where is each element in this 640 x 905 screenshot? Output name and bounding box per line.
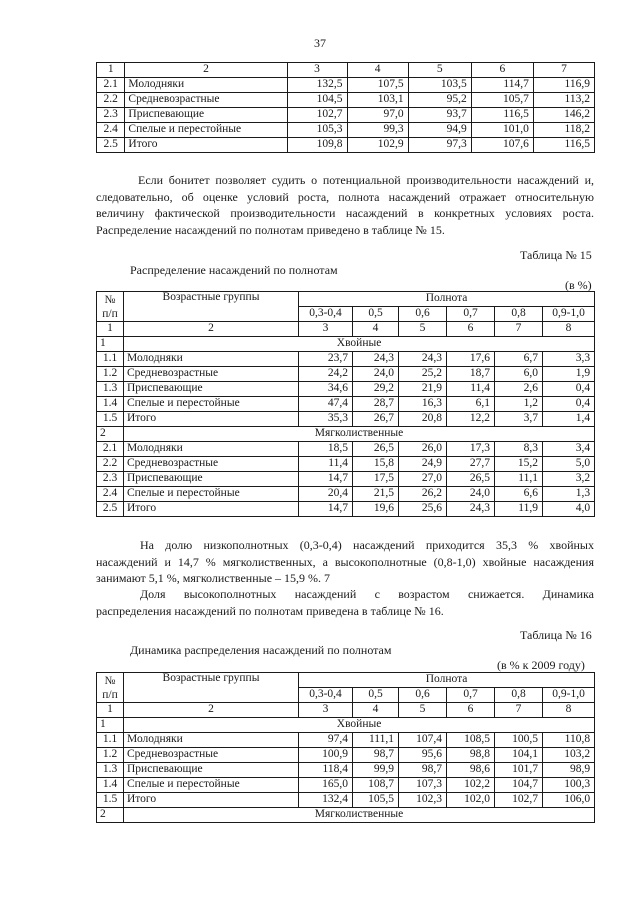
group-name-cell: Средневозрастные bbox=[125, 93, 287, 108]
value-cell: 24,3 bbox=[353, 352, 399, 367]
table-row bbox=[97, 367, 595, 382]
section-row bbox=[97, 808, 595, 823]
value-cell: 104,5 bbox=[287, 93, 347, 108]
value-cell: 5,0 bbox=[543, 457, 595, 472]
text-line: занимают 5,1 %, мягколиственные – 15,9 %. 7 bbox=[96, 571, 331, 585]
group-name-cell: Спелые и перестойные bbox=[124, 778, 299, 793]
density-column-cell: 0,3-0,4 bbox=[299, 688, 353, 703]
value-cell: 105,7 bbox=[471, 93, 533, 108]
column-number-cell: 2 bbox=[124, 322, 299, 337]
table-15-unit: (в %) bbox=[565, 278, 592, 292]
row-number-cell: 1.1 bbox=[97, 733, 124, 748]
value-cell: 1,4 bbox=[543, 412, 595, 427]
value-cell: 99,3 bbox=[347, 123, 408, 138]
value-cell: 132,5 bbox=[287, 78, 347, 93]
column-number-cell: 7 bbox=[495, 322, 543, 337]
column-number-cell: 1 bbox=[97, 703, 124, 718]
value-cell: 16,3 bbox=[399, 397, 447, 412]
value-cell: 107,4 bbox=[399, 733, 447, 748]
group-name-cell: Приспевающие bbox=[124, 472, 299, 487]
value-cell: 20,4 bbox=[299, 487, 353, 502]
value-cell: 98,6 bbox=[447, 763, 495, 778]
value-cell: 29,2 bbox=[353, 382, 399, 397]
table-row bbox=[97, 397, 595, 412]
density-column-cell: 0,5 bbox=[353, 688, 399, 703]
value-cell: 113,2 bbox=[533, 93, 594, 108]
column-number-cell: 1 bbox=[97, 63, 125, 78]
value-cell: 100,5 bbox=[495, 733, 543, 748]
table-row bbox=[97, 778, 595, 793]
value-cell: 93,7 bbox=[408, 108, 471, 123]
density-column-cell: 0,6 bbox=[399, 688, 447, 703]
group-name-cell: Молодняки bbox=[124, 733, 299, 748]
value-cell: 8,3 bbox=[495, 442, 543, 457]
value-cell: 146,2 bbox=[533, 108, 594, 123]
column-number-cell: 4 bbox=[347, 63, 408, 78]
group-name-cell: Средневозрастные bbox=[124, 457, 299, 472]
header-group-cell: Возрастные группы bbox=[124, 673, 299, 703]
header-number-cell bbox=[97, 292, 124, 322]
group-name-cell: Спелые и перестойные bbox=[124, 397, 299, 412]
value-cell: 17,6 bbox=[447, 352, 495, 367]
value-cell: 102,9 bbox=[347, 138, 408, 153]
value-cell: 26,5 bbox=[353, 442, 399, 457]
table-header-row bbox=[97, 63, 595, 78]
table-column-numbers-row bbox=[97, 703, 595, 718]
value-cell: 26,0 bbox=[399, 442, 447, 457]
density-column-cell: 0,7 bbox=[447, 688, 495, 703]
value-cell: 11,1 bbox=[495, 472, 543, 487]
value-cell: 100,3 bbox=[543, 778, 595, 793]
section-name-cell: Мягколиственные bbox=[124, 808, 595, 823]
table-row bbox=[97, 763, 595, 778]
table-header-row bbox=[97, 673, 595, 688]
value-cell: 116,9 bbox=[533, 78, 594, 93]
value-cell: 3,2 bbox=[543, 472, 595, 487]
row-number-cell: 1.3 bbox=[97, 382, 124, 397]
value-cell: 95,2 bbox=[408, 93, 471, 108]
value-cell: 132,4 bbox=[299, 793, 353, 808]
section-row bbox=[97, 718, 595, 733]
value-cell: 114,7 bbox=[471, 78, 533, 93]
table-16-unit: (в % к 2009 году) bbox=[497, 658, 585, 672]
density-column-cell: 0,3-0,4 bbox=[299, 307, 353, 322]
table-row bbox=[97, 502, 595, 517]
group-name-cell: Спелые и перестойные bbox=[125, 123, 287, 138]
value-cell: 102,3 bbox=[399, 793, 447, 808]
header-number-label: № bbox=[104, 293, 116, 306]
row-number-cell: 1.2 bbox=[97, 367, 124, 382]
table-15-label: Таблица № 15 bbox=[520, 248, 592, 262]
density-column-cell: 0,5 bbox=[353, 307, 399, 322]
value-cell: 97,3 bbox=[408, 138, 471, 153]
group-name-cell: Молодняки bbox=[124, 352, 299, 367]
table-row bbox=[97, 382, 595, 397]
table-row bbox=[97, 472, 595, 487]
group-name-cell: Итого bbox=[124, 502, 299, 517]
value-cell: 24,9 bbox=[399, 457, 447, 472]
value-cell: 21,9 bbox=[399, 382, 447, 397]
value-cell: 2,6 bbox=[495, 382, 543, 397]
value-cell: 21,5 bbox=[353, 487, 399, 502]
value-cell: 24,3 bbox=[399, 352, 447, 367]
value-cell: 107,6 bbox=[471, 138, 533, 153]
header-number-sublabel: п/п bbox=[102, 688, 118, 701]
value-cell: 165,0 bbox=[299, 778, 353, 793]
table-row bbox=[97, 748, 595, 763]
value-cell: 25,2 bbox=[399, 367, 447, 382]
density-column-cell: 0,6 bbox=[399, 307, 447, 322]
table-row bbox=[97, 733, 595, 748]
row-number-cell: 2.2 bbox=[97, 93, 125, 108]
table-16 bbox=[96, 672, 595, 823]
value-cell: 102,2 bbox=[447, 778, 495, 793]
column-number-cell: 1 bbox=[97, 322, 124, 337]
row-number-cell: 2.3 bbox=[97, 472, 124, 487]
value-cell: 109,8 bbox=[287, 138, 347, 153]
header-group-cell: Возрастные группы bbox=[124, 292, 299, 322]
value-cell: 107,5 bbox=[347, 78, 408, 93]
value-cell: 103,1 bbox=[347, 93, 408, 108]
text-line: следовательно, об оценке условий роста, полнота насаждений отражает относительную bbox=[96, 189, 594, 204]
row-number-cell: 2.4 bbox=[97, 123, 125, 138]
value-cell: 102,0 bbox=[447, 793, 495, 808]
table-row bbox=[97, 138, 595, 153]
table-row bbox=[97, 442, 595, 457]
value-cell: 118,2 bbox=[533, 123, 594, 138]
value-cell: 11,4 bbox=[447, 382, 495, 397]
group-name-cell: Приспевающие bbox=[124, 763, 299, 778]
value-cell: 1,3 bbox=[543, 487, 595, 502]
density-column-cell: 0,8 bbox=[495, 307, 543, 322]
value-cell: 103,2 bbox=[543, 748, 595, 763]
value-cell: 99,9 bbox=[353, 763, 399, 778]
value-cell: 107,3 bbox=[399, 778, 447, 793]
value-cell: 12,2 bbox=[447, 412, 495, 427]
value-cell: 104,1 bbox=[495, 748, 543, 763]
row-number-cell: 2.3 bbox=[97, 108, 125, 123]
density-column-cell: 0,7 bbox=[447, 307, 495, 322]
value-cell: 101,7 bbox=[495, 763, 543, 778]
group-name-cell: Средневозрастные bbox=[124, 367, 299, 382]
group-name-cell: Молодняки bbox=[125, 78, 287, 93]
section-name-cell: Мягколиственные bbox=[124, 427, 595, 442]
value-cell: 6,0 bbox=[495, 367, 543, 382]
value-cell: 98,7 bbox=[399, 763, 447, 778]
row-number-cell: 1.4 bbox=[97, 778, 124, 793]
group-name-cell: Итого bbox=[124, 793, 299, 808]
value-cell: 6,1 bbox=[447, 397, 495, 412]
value-cell: 111,1 bbox=[353, 733, 399, 748]
value-cell: 34,6 bbox=[299, 382, 353, 397]
table-16-title: Динамика распределения насаждений по полнотам bbox=[130, 643, 392, 657]
row-number-cell: 1.4 bbox=[97, 397, 124, 412]
row-number-cell: 2.5 bbox=[97, 138, 125, 153]
value-cell: 26,2 bbox=[399, 487, 447, 502]
value-cell: 15,8 bbox=[353, 457, 399, 472]
paragraph-low-density bbox=[96, 537, 594, 587]
column-number-cell: 5 bbox=[399, 322, 447, 337]
value-cell: 97,0 bbox=[347, 108, 408, 123]
value-cell: 108,7 bbox=[353, 778, 399, 793]
section-row bbox=[97, 427, 595, 442]
column-number-cell: 5 bbox=[408, 63, 471, 78]
value-cell: 1,9 bbox=[543, 367, 595, 382]
value-cell: 24,2 bbox=[299, 367, 353, 382]
column-number-cell: 3 bbox=[299, 703, 353, 718]
value-cell: 104,7 bbox=[495, 778, 543, 793]
header-density-cell: Полнота bbox=[299, 673, 595, 688]
row-number-cell: 1.1 bbox=[97, 352, 124, 367]
value-cell: 97,4 bbox=[299, 733, 353, 748]
value-cell: 24,0 bbox=[447, 487, 495, 502]
value-cell: 26,7 bbox=[353, 412, 399, 427]
column-number-cell: 6 bbox=[471, 63, 533, 78]
value-cell: 105,5 bbox=[353, 793, 399, 808]
column-number-cell: 2 bbox=[124, 703, 299, 718]
value-cell: 27,0 bbox=[399, 472, 447, 487]
section-number-cell: 1 bbox=[97, 718, 124, 733]
value-cell: 6,6 bbox=[495, 487, 543, 502]
value-cell: 19,6 bbox=[353, 502, 399, 517]
value-cell: 102,7 bbox=[287, 108, 347, 123]
page-number: 37 bbox=[314, 36, 326, 50]
group-name-cell: Молодняки bbox=[124, 442, 299, 457]
value-cell: 105,3 bbox=[287, 123, 347, 138]
paragraph-high-density bbox=[96, 586, 594, 619]
text-line: На долю низкополнотных (0,3-0,4) насаждений приходится 35,3 % хвойных bbox=[140, 538, 594, 552]
value-cell: 102,7 bbox=[495, 793, 543, 808]
table-row bbox=[97, 793, 595, 808]
value-cell: 15,2 bbox=[495, 457, 543, 472]
table-15-title: Распределение насаждений по полнотам bbox=[130, 263, 338, 277]
row-number-cell: 2.2 bbox=[97, 457, 124, 472]
value-cell: 0,4 bbox=[543, 397, 595, 412]
row-number-cell: 2.1 bbox=[97, 78, 125, 93]
value-cell: 116,5 bbox=[533, 138, 594, 153]
text-line: насаждений и 14,7 % мягколиственных, а высокополнотные (0,8-1,0) хвойные насаждения bbox=[96, 554, 594, 569]
text-line: Доля высокополнотных насаждений с возрастом снижается. Динамика bbox=[140, 587, 594, 601]
table-row bbox=[97, 457, 595, 472]
value-cell: 1,2 bbox=[495, 397, 543, 412]
text-line: Распределение насаждений по полнотам приведено в таблице № 15. bbox=[96, 222, 445, 237]
table-row bbox=[97, 108, 595, 123]
table-row bbox=[97, 412, 595, 427]
group-name-cell: Итого bbox=[125, 138, 287, 153]
density-column-cell: 0,9-1,0 bbox=[543, 307, 595, 322]
text-line: распределения насаждений по полнотам приведена в таблице № 16. bbox=[96, 603, 444, 618]
header-number-cell bbox=[97, 673, 124, 703]
paragraph-density-intro bbox=[96, 172, 594, 238]
column-number-cell: 3 bbox=[287, 63, 347, 78]
value-cell: 25,6 bbox=[399, 502, 447, 517]
value-cell: 24,0 bbox=[353, 367, 399, 382]
section-number-cell: 1 bbox=[97, 337, 124, 352]
value-cell: 17,5 bbox=[353, 472, 399, 487]
column-number-cell: 4 bbox=[353, 322, 399, 337]
value-cell: 3,3 bbox=[543, 352, 595, 367]
row-number-cell: 1.5 bbox=[97, 793, 124, 808]
section-number-cell: 2 bbox=[97, 808, 124, 823]
value-cell: 103,5 bbox=[408, 78, 471, 93]
table-row bbox=[97, 78, 595, 93]
section-name-cell: Хвойные bbox=[124, 718, 595, 733]
section-name-cell: Хвойные bbox=[124, 337, 595, 352]
value-cell: 95,6 bbox=[399, 748, 447, 763]
group-name-cell: Приспевающие bbox=[125, 108, 287, 123]
row-number-cell: 1.2 bbox=[97, 748, 124, 763]
value-cell: 101,0 bbox=[471, 123, 533, 138]
section-number-cell: 2 bbox=[97, 427, 124, 442]
column-number-cell: 2 bbox=[125, 63, 287, 78]
row-number-cell: 1.3 bbox=[97, 763, 124, 778]
column-number-cell: 4 bbox=[353, 703, 399, 718]
value-cell: 94,9 bbox=[408, 123, 471, 138]
value-cell: 0,4 bbox=[543, 382, 595, 397]
group-name-cell: Итого bbox=[124, 412, 299, 427]
column-number-cell: 8 bbox=[543, 322, 595, 337]
value-cell: 118,4 bbox=[299, 763, 353, 778]
value-cell: 17,3 bbox=[447, 442, 495, 457]
value-cell: 98,9 bbox=[543, 763, 595, 778]
value-cell: 35,3 bbox=[299, 412, 353, 427]
value-cell: 26,5 bbox=[447, 472, 495, 487]
value-cell: 28,7 bbox=[353, 397, 399, 412]
table-row bbox=[97, 123, 595, 138]
value-cell: 98,8 bbox=[447, 748, 495, 763]
value-cell: 108,5 bbox=[447, 733, 495, 748]
table-16-label: Таблица № 16 bbox=[520, 628, 592, 642]
table-column-numbers-row bbox=[97, 322, 595, 337]
column-number-cell: 7 bbox=[533, 63, 594, 78]
table-row bbox=[97, 93, 595, 108]
value-cell: 98,7 bbox=[353, 748, 399, 763]
value-cell: 100,9 bbox=[299, 748, 353, 763]
header-number-sublabel: п/п bbox=[102, 307, 118, 320]
density-column-cell: 0,8 bbox=[495, 688, 543, 703]
group-name-cell: Спелые и перестойные bbox=[124, 487, 299, 502]
value-cell: 18,5 bbox=[299, 442, 353, 457]
value-cell: 106,0 bbox=[543, 793, 595, 808]
value-cell: 47,4 bbox=[299, 397, 353, 412]
table-continuation bbox=[96, 62, 595, 153]
table-15 bbox=[96, 291, 595, 517]
density-column-cell: 0,9-1,0 bbox=[543, 688, 595, 703]
value-cell: 116,5 bbox=[471, 108, 533, 123]
value-cell: 110,8 bbox=[543, 733, 595, 748]
group-name-cell: Средневозрастные bbox=[124, 748, 299, 763]
value-cell: 24,3 bbox=[447, 502, 495, 517]
text-line: величину фактической производительности насаждений в конкретных условиях роста. bbox=[96, 206, 594, 220]
row-number-cell: 2.5 bbox=[97, 502, 124, 517]
column-number-cell: 3 bbox=[299, 322, 353, 337]
value-cell: 18,7 bbox=[447, 367, 495, 382]
table-header-row bbox=[97, 292, 595, 307]
value-cell: 11,4 bbox=[299, 457, 353, 472]
value-cell: 3,7 bbox=[495, 412, 543, 427]
value-cell: 14,7 bbox=[299, 472, 353, 487]
table-row bbox=[97, 487, 595, 502]
value-cell: 6,7 bbox=[495, 352, 543, 367]
value-cell: 14,7 bbox=[299, 502, 353, 517]
row-number-cell: 2.4 bbox=[97, 487, 124, 502]
column-number-cell: 7 bbox=[495, 703, 543, 718]
column-number-cell: 5 bbox=[399, 703, 447, 718]
value-cell: 3,4 bbox=[543, 442, 595, 457]
header-density-cell: Полнота bbox=[299, 292, 595, 307]
header-number-label: № bbox=[104, 674, 116, 687]
column-number-cell: 6 bbox=[447, 703, 495, 718]
value-cell: 27,7 bbox=[447, 457, 495, 472]
section-row bbox=[97, 337, 595, 352]
value-cell: 23,7 bbox=[299, 352, 353, 367]
column-number-cell: 8 bbox=[543, 703, 595, 718]
value-cell: 20,8 bbox=[399, 412, 447, 427]
row-number-cell: 1.5 bbox=[97, 412, 124, 427]
value-cell: 11,9 bbox=[495, 502, 543, 517]
column-number-cell: 6 bbox=[447, 322, 495, 337]
table-row bbox=[97, 352, 595, 367]
row-number-cell: 2.1 bbox=[97, 442, 124, 457]
group-name-cell: Приспевающие bbox=[124, 382, 299, 397]
value-cell: 4,0 bbox=[543, 502, 595, 517]
text-line: Если бонитет позволяет судить о потенциальной производительности насаждений и, bbox=[138, 173, 594, 187]
